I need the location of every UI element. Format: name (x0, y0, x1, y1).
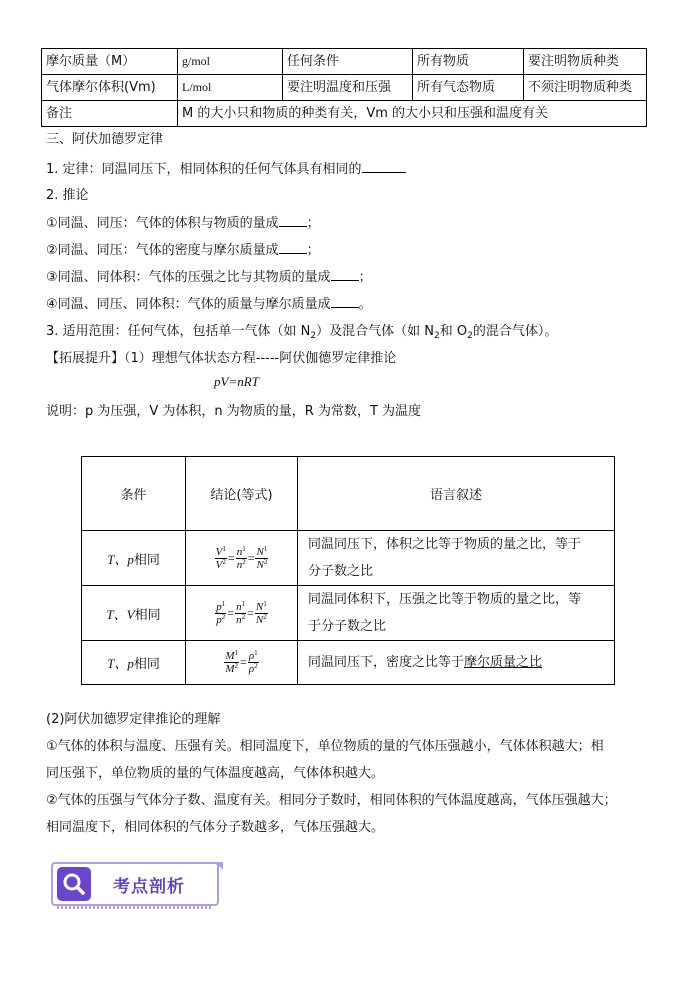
corollary-end: 。 (358, 297, 372, 312)
ideal-gas-formula: pV=nRT (214, 374, 259, 389)
understanding-heading: (2)阿伏加德罗定律推论的理解 (46, 712, 221, 727)
note-label: 备注 (42, 101, 178, 127)
corollary-item (46, 295, 372, 314)
paragraph-line: 相同温度下，相同体积的气体分子数越多，气体压强越大。 (46, 820, 385, 835)
table-cell: g/mol (178, 49, 283, 75)
fraction: $\frac{V^1}{V^2}$ (215, 544, 226, 571)
header-cell: 结论(等式) (186, 457, 298, 531)
paragraph-line: ②气体的压强与气体分子数、温度有关。相同分子数时，相同体积的气体温度越高，气体压强越大； (46, 793, 617, 808)
corollary-item (46, 268, 372, 287)
table-row (82, 586, 615, 641)
table-cell: 不须注明物质种类 (524, 75, 647, 101)
answer-blank (331, 268, 359, 281)
answer-blank (279, 214, 307, 227)
subscript: 2 (310, 331, 317, 341)
top-table (41, 48, 647, 127)
answer-blank (331, 295, 359, 308)
underlined-text: 摩尔质量之比 (464, 655, 543, 670)
condition-word: 相同 (133, 551, 160, 567)
condition-vars: T、p (107, 551, 134, 567)
banner-corner (215, 862, 223, 870)
table-cell: 要注明温度和压强 (283, 75, 413, 101)
table-cell: 要注明物质种类 (524, 49, 647, 75)
table-cell: 任何条件 (283, 49, 413, 75)
table-cell: 所有气态物质 (413, 75, 524, 101)
condition-cell (82, 586, 186, 641)
condition-vars: T、V (106, 606, 135, 622)
fraction: $\frac{\rho^1}{\rho^2}$ (248, 649, 258, 675)
condition-word: 相同 (134, 606, 161, 622)
answer-blank (362, 160, 406, 173)
condition-word: 相同 (133, 656, 160, 671)
fraction: $\frac{M^1}{M^2}$ (225, 649, 239, 675)
answer-blank (279, 241, 307, 254)
table-cell: 摩尔质量（M） (42, 49, 178, 75)
equation-cell: $\frac{p^1}{p^2}$ = $\frac{n^1}{n^2}$ = $\frac{N^1}{N^2}$ (186, 586, 298, 641)
table-cell: 所有物质 (413, 49, 524, 75)
note-text: M 的大小只和物质的种类有关，Vm 的大小只和压强和温度有关 (178, 101, 647, 127)
corollary-heading: 2. 推论 (46, 188, 89, 203)
corollary-item (46, 214, 320, 233)
equation-cell: $\frac{V^1}{V^2}$ = $\frac{n^1}{n^2}$ = $\frac{N^1}{N^2}$ (186, 531, 298, 586)
corollary-item (46, 241, 320, 260)
subscript: 2 (467, 331, 473, 341)
paragraph-line: 同压强下，单位物质的量的气体温度越高，气体体积越大。 (46, 766, 385, 781)
law-text: 1. 定律：同温同压下，相同体积的任何气体具有相同的 (46, 162, 362, 177)
law-line (46, 160, 406, 179)
table-row (42, 49, 647, 75)
fraction: $\frac{p^1}{p^2}$ (216, 599, 226, 626)
banner-title: 考点剖析 (113, 877, 185, 897)
corollary-text: ③同温、同体积：气体的压强之比与其物质的量成 (46, 270, 331, 285)
explanation: 说明：p 为压强，V 为体积，n 为物质的量，R 为常数，T 为温度 (46, 404, 422, 419)
condition-vars: T、p (107, 656, 134, 671)
fraction: $\frac{n^1}{n^2}$ (236, 544, 246, 571)
scope-text: 和 O (439, 324, 468, 339)
section-banner (51, 862, 219, 906)
table-row (42, 75, 647, 101)
paragraph-line: ①气体的体积与温度、压强有关。相同温度下，单位物质的量的气体压强越小，气体体积越大；相 (46, 739, 604, 754)
description-cell: 同温同压下，密度之比等于摩尔质量之比 (298, 641, 615, 685)
corollary-end: ； (306, 243, 320, 258)
description-cell: 同温同压下，体积之比等于物质的量之比，等于 分子数之比 (298, 531, 615, 586)
fraction: $\frac{n^1}{n^2}$ (236, 599, 246, 626)
extension-heading: 【拓展提升】（1）理想气体状态方程-----阿伏伽德罗定律推论 (46, 351, 397, 366)
subscript: 2 (434, 331, 440, 341)
table-row (82, 641, 615, 685)
equation-cell: $\frac{M^1}{M^2}$ = $\frac{\rho^1}{\rho^2}$ (186, 641, 298, 685)
condition-cell (82, 531, 186, 586)
search-icon (57, 867, 91, 901)
table-row (42, 101, 647, 127)
header-cell: 语言叙述 (298, 457, 615, 531)
corollary-end: ； (306, 216, 320, 231)
banner-stripe (57, 906, 213, 909)
scope-text: 的混合气体）。 (472, 324, 558, 339)
description-cell: 同温同体积下，压强之比等于物质的量之比，等 于分子数之比 (298, 586, 615, 641)
corollary-end: ； (358, 270, 372, 285)
header-cell: 条件 (82, 457, 186, 531)
corollary-table (81, 456, 615, 685)
section-title: 三、阿伏加德罗定律 (46, 132, 164, 147)
table-header-row (82, 457, 615, 531)
scope-text: ）及混合气体（如 N (316, 324, 434, 339)
table-row (82, 531, 615, 586)
corollary-text: ①同温、同压：气体的体积与物质的量成 (46, 216, 279, 231)
condition-cell (82, 641, 186, 685)
corollary-text: ④同温、同压、同体积：气体的质量与摩尔质量成 (46, 297, 331, 312)
table-cell: 气体摩尔体积(Vm) (42, 75, 178, 101)
fraction: $\frac{N^1}{N^2}$ (255, 599, 267, 626)
table-cell: L/mol (178, 75, 283, 101)
corollary-text: ②同温、同压：气体的密度与摩尔质量成 (46, 243, 279, 258)
scope-line (46, 323, 557, 341)
scope-text: 3. 适用范围：任何气体，包括单一气体（如 N (46, 324, 311, 339)
fraction: $\frac{N^1}{N^2}$ (256, 544, 268, 571)
